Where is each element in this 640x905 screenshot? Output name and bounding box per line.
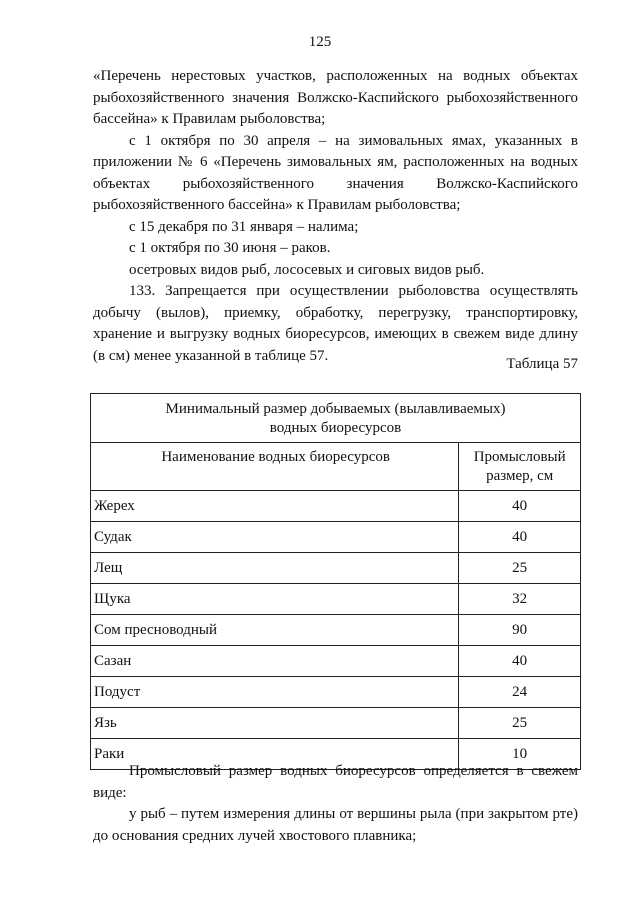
paragraph: с 15 декабря по 31 января – налима; <box>129 218 359 235</box>
species-name: Сом пресноводный <box>91 615 459 646</box>
species-name: Жерех <box>91 491 459 522</box>
paragraph: Промысловый размер водных биоресурсов определяется в свежем виде: <box>93 763 578 801</box>
table-caption: Таблица 57 <box>506 356 578 372</box>
column-header-size-line-1: Промысловый <box>473 448 566 465</box>
table-title <box>91 394 581 443</box>
min-size: 40 <box>459 522 581 553</box>
species-name: Лещ <box>91 553 459 584</box>
table-row <box>91 646 581 677</box>
paragraph: «Перечень нерестовых участков, расположенных на водных объектах рыбохозяйственного значения Волжско-Каспийского рыбохозяйственного бассейна» к Правилам рыболовства; <box>93 68 578 127</box>
table-row <box>91 615 581 646</box>
species-name: Сазан <box>91 646 459 677</box>
table-title-line-1: Минимальный размер добываемых (вылавливаемых) <box>165 401 506 417</box>
paragraph: с 1 октября по 30 июня – раков. <box>129 240 331 256</box>
species-name: Раки <box>91 739 459 770</box>
table-title-line-2: водных биоресурсов <box>269 420 402 436</box>
min-size: 40 <box>459 491 581 522</box>
table-row <box>91 584 581 615</box>
table-row <box>91 677 581 708</box>
column-header-size <box>459 443 581 491</box>
column-header-size-line-2: размер, см <box>486 467 554 484</box>
species-name: Судак <box>91 522 459 553</box>
table-row <box>91 553 581 584</box>
paragraph: у рыб – путем измерения длины от вершины рыла (при закрытом рте) до основания средних лучей хвостового плавника; <box>93 806 578 844</box>
page-number: 125 <box>308 34 332 50</box>
table-row <box>91 491 581 522</box>
column-header-name: Наименование водных биоресурсов <box>91 443 459 491</box>
species-name: Щука <box>91 584 459 615</box>
min-size: 24 <box>459 677 581 708</box>
species-name: Язь <box>91 708 459 739</box>
body-text-before-table <box>93 66 578 367</box>
size-table <box>90 393 581 770</box>
body-text-after-table <box>93 761 578 847</box>
paragraph: с 1 октября по 30 апреля – на зимовальных ямах, указанных в приложении № 6 «Перечень зимовальных ям, расположенных на водных объектах рыбохозяйственного значения Волжско-Каспийского рыбохозяйственного бассейна» к Правилам рыболовства; <box>93 132 578 213</box>
min-size: 25 <box>459 553 581 584</box>
table-row <box>91 522 581 553</box>
species-name: Подуст <box>91 677 459 708</box>
min-size: 25 <box>459 708 581 739</box>
min-size: 90 <box>459 615 581 646</box>
min-size: 40 <box>459 646 581 677</box>
min-size: 10 <box>459 739 581 770</box>
table-row <box>91 708 581 739</box>
paragraph: осетровых видов рыб, лососевых и сиговых видов рыб. <box>129 261 485 278</box>
min-size: 32 <box>459 584 581 615</box>
paragraph: 133. Запрещается при осуществлении рыболовства осуществлять добычу (вылов), приемку, обработку, перегрузку, транспортировку, хранение и выгрузку водных биоресурсов, имеющих в свежем виде длину (в см) менее указанной в таблице 57. <box>93 283 578 364</box>
